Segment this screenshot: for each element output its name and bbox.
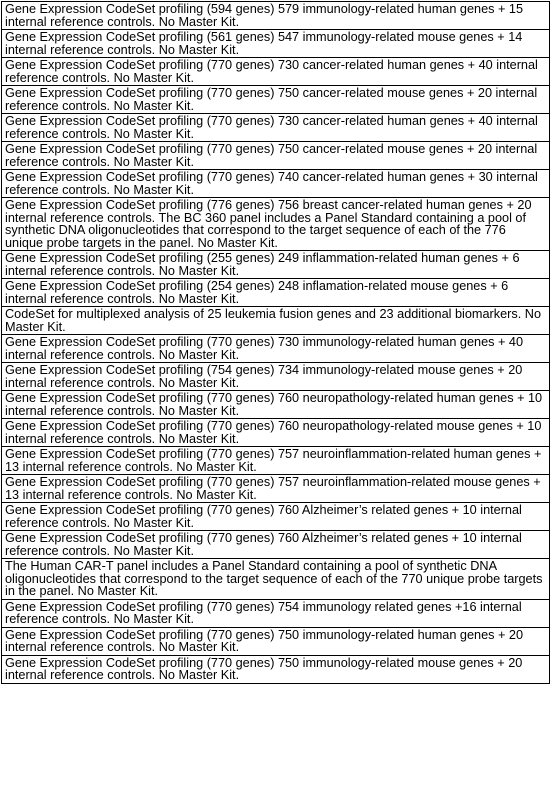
table-cell: Gene Expression CodeSet profiling (770 genes) 754 immunology related genes +16 internal reference controls. No Master Kit.	[2, 599, 550, 627]
table-row	[2, 335, 550, 363]
codeset-description-table	[1, 1, 550, 684]
table-cell: Gene Expression CodeSet profiling (770 genes) 750 immunology-related mouse genes + 20 internal reference controls. No Master Kit.	[2, 655, 550, 683]
table-cell: Gene Expression CodeSet profiling (254 genes) 248 inflamation-related mouse genes + 6 internal reference controls. No Master Kit.	[2, 279, 550, 307]
table-row	[2, 142, 550, 170]
table-row	[2, 114, 550, 142]
table-row	[2, 475, 550, 503]
table-row	[2, 251, 550, 279]
table-row	[2, 447, 550, 475]
table-cell: Gene Expression CodeSet profiling (594 genes) 579 immunology-related human genes + 15 internal reference controls. No Master Kit.	[2, 2, 550, 30]
table-row	[2, 559, 550, 600]
table-cell: Gene Expression CodeSet profiling (770 genes) 730 cancer-related human genes + 40 internal reference controls. No Master Kit.	[2, 114, 550, 142]
table-row	[2, 279, 550, 307]
table-cell: Gene Expression CodeSet profiling (770 genes) 750 immunology-related human genes + 20 internal reference controls. No Master Kit.	[2, 627, 550, 655]
table-row	[2, 599, 550, 627]
table-row	[2, 627, 550, 655]
table-cell: Gene Expression CodeSet profiling (770 genes) 757 neuroinflammation-related mouse genes + 13 internal reference controls. No Master Kit.	[2, 475, 550, 503]
table-cell: Gene Expression CodeSet profiling (770 genes) 740 cancer-related human genes + 30 internal reference controls. No Master Kit.	[2, 170, 550, 198]
table-cell: Gene Expression CodeSet profiling (770 genes) 760 neuropathology-related human genes + 10 internal reference controls. No Master Kit.	[2, 391, 550, 419]
table-cell: Gene Expression CodeSet profiling (770 genes) 760 Alzheimer’s related genes + 10 internal reference controls. No Master Kit.	[2, 531, 550, 559]
table-row	[2, 2, 550, 30]
table-body	[2, 2, 550, 684]
table-row	[2, 86, 550, 114]
table-row	[2, 419, 550, 447]
table-row	[2, 58, 550, 86]
table-cell: CodeSet for multiplexed analysis of 25 leukemia fusion genes and 23 additional biomarkers. No Master Kit.	[2, 307, 550, 335]
table-row	[2, 30, 550, 58]
table-cell: Gene Expression CodeSet profiling (754 genes) 734 immunology-related mouse genes + 20 internal reference controls. No Master Kit.	[2, 363, 550, 391]
table-cell: Gene Expression CodeSet profiling (770 genes) 760 Alzheimer’s related genes + 10 internal reference controls. No Master Kit.	[2, 503, 550, 531]
table-cell: Gene Expression CodeSet profiling (770 genes) 757 neuroinflammation-related human genes + 13 internal reference controls. No Master Kit.	[2, 447, 550, 475]
table-row	[2, 655, 550, 683]
table-cell: Gene Expression CodeSet profiling (770 genes) 760 neuropathology-related mouse genes + 10 internal reference controls. No Master Kit.	[2, 419, 550, 447]
table-cell: Gene Expression CodeSet profiling (770 genes) 730 cancer-related human genes + 40 internal reference controls. No Master Kit.	[2, 58, 550, 86]
table-row	[2, 363, 550, 391]
table-cell: Gene Expression CodeSet profiling (770 genes) 750 cancer-related mouse genes + 20 internal reference controls. No Master Kit.	[2, 142, 550, 170]
table-cell: The Human CAR-T panel includes a Panel Standard containing a pool of synthetic DNA oligonucleotides that correspond to the target sequence of each of the 770 unique probe targets in the panel. No Master Kit.	[2, 559, 550, 600]
table-row	[2, 503, 550, 531]
table-cell: Gene Expression CodeSet profiling (255 genes) 249 inflammation-related human genes + 6 internal reference controls. No Master Kit.	[2, 251, 550, 279]
table-row	[2, 391, 550, 419]
table-row	[2, 170, 550, 198]
table-cell: Gene Expression CodeSet profiling (776 genes) 756 breast cancer-related human genes + 20 internal reference controls. The BC 360 panel includes a Panel Standard containing a pool of synthetic DNA oligonucleotides that correspond to the target sequence of each of the 776 unique probe targets in the panel. No Master Kit.	[2, 198, 550, 251]
table-cell: Gene Expression CodeSet profiling (561 genes) 547 immunology-related mouse genes + 14 internal reference controls. No Master Kit.	[2, 30, 550, 58]
table-cell: Gene Expression CodeSet profiling (770 genes) 750 cancer-related mouse genes + 20 internal reference controls. No Master Kit.	[2, 86, 550, 114]
table-row	[2, 198, 550, 251]
table-row	[2, 531, 550, 559]
table-row	[2, 307, 550, 335]
table-cell: Gene Expression CodeSet profiling (770 genes) 730 immunology-related human genes + 40 internal reference controls. No Master Kit.	[2, 335, 550, 363]
